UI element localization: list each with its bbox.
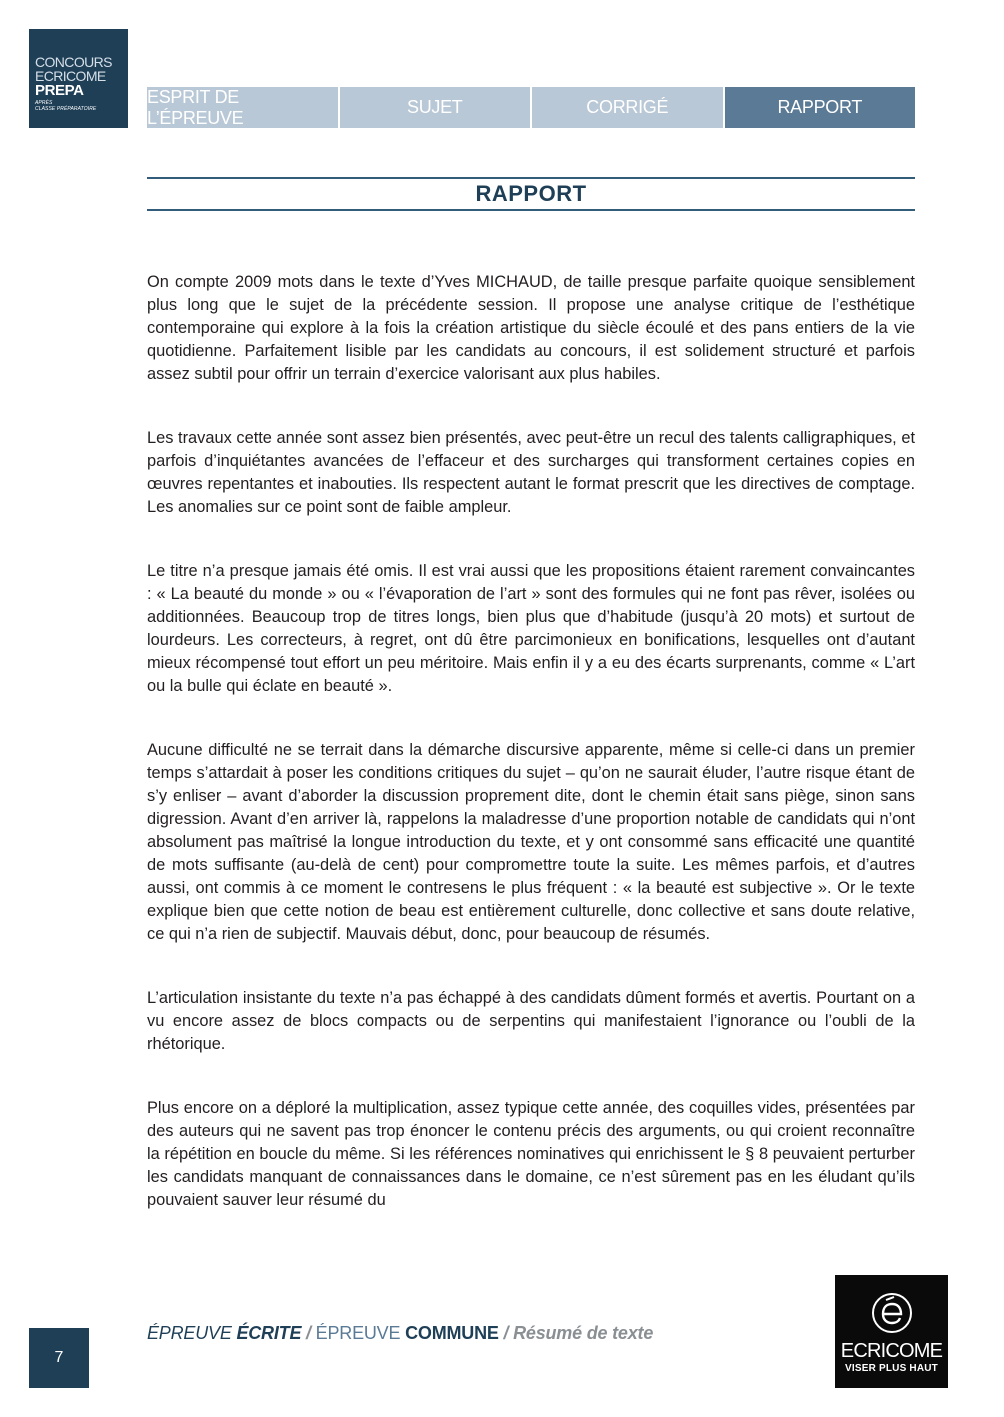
logo-line-ecricome: ECRICOME xyxy=(35,68,106,84)
logo-line-concours: CONCOURS xyxy=(35,54,112,70)
footer-resume-de-texte: Résumé de texte xyxy=(513,1323,654,1343)
logo-line-apres: APRÈS xyxy=(35,100,53,106)
tab-sujet[interactable]: SUJET xyxy=(340,87,531,128)
paragraph: Plus encore on a déploré la multiplication, assez typique cette année, des coquilles vides, présentées par des auteurs qui ne savent pas trop énoncer le contenu précis des arguments, ou qui croient reconnaître la répétition en boucle du même. Si les références nominatives qui enrichissent le § 8 peuvaient perturber les candidats manquant de connaissances dans le domaine, ce n’est sûrement pas en les éludant qu’ils pouvaient sauver leur résumé du xyxy=(147,1099,915,1209)
footer-breadcrumb xyxy=(147,1323,653,1344)
ecricome-e-icon xyxy=(870,1291,914,1335)
title-rule-bottom xyxy=(147,209,915,211)
paragraph: On compte 2009 mots dans le texte d’Yves MICHAUD, de taille presque parfaite quoique sensiblement plus long que le sujet de la précédente session. Il propose une analyse critique de l’esthétique contemporaine qui explore à la fois la création artistique du siècle écoulé et des pans entiers de la vie quotidienne. Parfaitement lisible par les candidats au concours, il est solidement structuré et parfois assez subtil pour offrir un terrain d’exercice valorisant aux plus habiles. xyxy=(147,273,915,383)
logo-line-classe: CLASSE PRÉPARATOIRE xyxy=(35,106,97,112)
ecricome-logo xyxy=(835,1275,948,1388)
paragraph: Aucune difficulté ne se terrait dans la démarche discursive apparente, même si celle-ci dans un premier temps s’attardait à poser les conditions critiques du sujet – qu’on ne saurait éluder, l’autre risque étant de s’y enliser – avant d’aborder la discussion proprement dite, dont le chemin était sans piège, sinon sans digression. Avant d’en arriver là, rappelons la maladresse d’une proportion notable de candidats qui n’ont absolument pas maîtrisé la longue introduction du texte, et y ont consommé sans efficacité une quantité de mots suffisante (au-delà de cent) pour compromettre toute la suite. Les mêmes parfois, et d’autres aussi, ont commis à ce moment le contresens le plus fréquent : « la beauté est subjective ». Or le texte explique bien que cette notion de beau est entièrement culturelle, donc collective et sans doute relative, ce qui n’a rien de subjectif. Mauvais début, donc, pour beaucoup de résumés. xyxy=(147,741,915,943)
paragraph: L’articulation insistante du texte n’a pas échappé à des candidats dûment formés et avertis. Pourtant on a vu encore assez de blocs compacts ou de serpentins qui manifestaient l’ignorance ou l’oubli de la rhétorique. xyxy=(147,989,915,1053)
ecricome-name: ECRICOME xyxy=(840,1340,943,1362)
tab-esprit-de-l-epreuve[interactable]: ESPRIT DE L’ÉPREUVE xyxy=(147,87,338,128)
section-tabs xyxy=(147,87,915,128)
footer-commune: COMMUNE xyxy=(405,1323,499,1343)
footer-separator-2: / xyxy=(498,1323,514,1343)
footer-separator: / xyxy=(301,1323,316,1343)
ecricome-tagline: VISER PLUS HAUT xyxy=(844,1363,938,1374)
page-number: 7 xyxy=(29,1328,89,1388)
report-body xyxy=(147,271,915,1253)
logo-line-prepa: PREPA xyxy=(35,82,84,99)
tab-rapport[interactable]: RAPPORT xyxy=(725,87,916,128)
footer-epreuve: ÉPREUVE xyxy=(147,1323,237,1343)
tab-corrige[interactable]: CORRIGÉ xyxy=(532,87,723,128)
concours-ecricome-prepa-logo xyxy=(29,29,128,128)
footer-ecrite: ÉCRITE xyxy=(236,1323,302,1343)
footer-epreuve-2: ÉPREUVE xyxy=(315,1323,406,1343)
title-rule-top xyxy=(147,177,915,179)
paragraph: Les travaux cette année sont assez bien présentés, avec peut-être un recul des talents calligraphiques, et parfois d’inquiétantes avancées de l’effaceur et des surcharges qui transforment certaines copies en œuvres repentantes et inabouties. Ils respectent autant le format prescrit que les directives de comptage. Les anomalies sur ce point sont de faible ampleur. xyxy=(147,429,915,516)
paragraph: Le titre n’a presque jamais été omis. Il est vrai aussi que les propositions étaient rarement convaincantes : « La beauté du monde » ou « l’évaporation de l’art » sont des formules qui ne font pas rêver, isolées ou additionnées. Beaucoup trop de titres longs, bien plus que d’habitude (jusqu’à 20 mots) et surtout de lourdeurs. Les correcteurs, à regret, ont dû être parcimonieux en bonifications, lesquelles ont d’autant mieux récompensé tout effort un peu méritoire. Mais enfin il y a eu des écarts surprenants, comme « L’art ou la bulle qui éclate en beauté ». xyxy=(147,562,915,695)
page-title: RAPPORT xyxy=(475,181,587,206)
